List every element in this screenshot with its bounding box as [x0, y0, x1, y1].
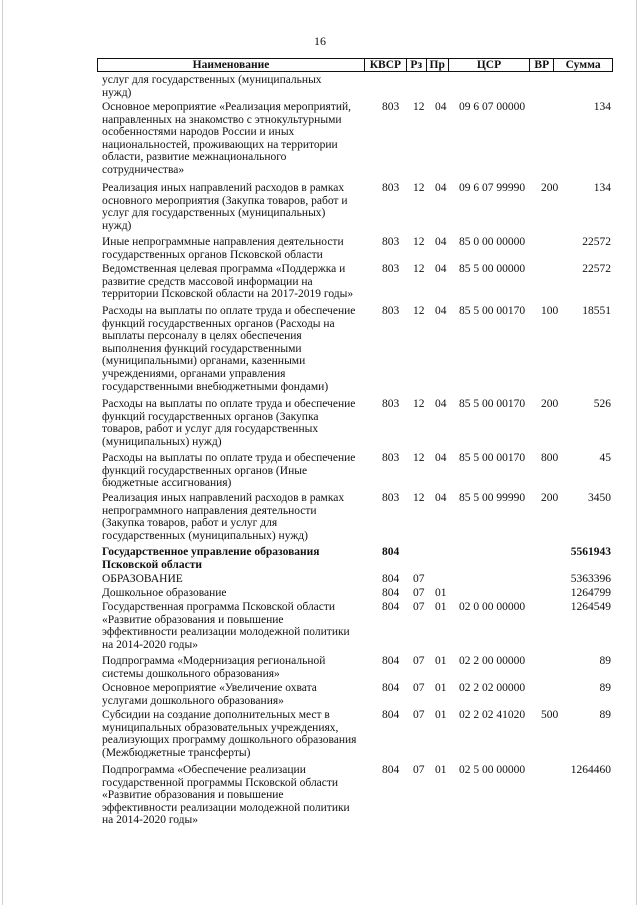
- row-name-line: Государственная программа Псковской области: [102, 601, 336, 613]
- row-vr: 200: [541, 182, 559, 194]
- col-header-kvsr: КВСР: [365, 59, 407, 71]
- row-kvsr: 803: [382, 398, 400, 410]
- row-kvsr: 804: [382, 655, 400, 667]
- row-rz: 07: [413, 764, 425, 776]
- row-sum: 22572: [582, 236, 611, 248]
- row-kvsr: 804: [382, 601, 400, 613]
- row-name-line: товаров, работ и услуг для государственных: [102, 423, 319, 436]
- row-pr: 04: [435, 263, 447, 275]
- row-sum: 22572: [582, 263, 611, 275]
- row-name-line: Расходы на выплаты по оплате труда и обеспечение: [102, 452, 356, 464]
- row-name-line: государственных органов Псковской области: [102, 248, 323, 261]
- row-name-line: «Развитие образования и повышение: [102, 613, 284, 626]
- row-name-line: Основное мероприятие «Реализация мероприятий,: [102, 101, 352, 113]
- row-name-line: Реализация иных направлений расходов в рамках: [102, 182, 345, 194]
- row-kvsr: 803: [382, 452, 400, 464]
- row-kvsr: 803: [382, 182, 400, 194]
- row-name-line: эффективности реализации молодежной политики: [102, 626, 350, 639]
- row-kvsr: 804: [382, 546, 400, 558]
- row-name: [102, 101, 372, 177]
- row-sum: 5363396: [570, 573, 611, 585]
- row-name-line: Расходы на выплаты по оплате труда и обеспечение: [102, 398, 356, 410]
- row-name: [102, 546, 372, 571]
- row-name-line: реализующих программу дошкольного образования: [102, 734, 357, 747]
- row-csr: 09 6 07 00000: [459, 101, 526, 113]
- row-sum: 5561943: [570, 546, 611, 558]
- row-name-line: непрограммного направления деятельности: [102, 504, 317, 517]
- row-pr: 04: [435, 182, 447, 194]
- row-pr: 04: [435, 492, 447, 504]
- row-name: [102, 305, 372, 393]
- row-name-line: основного мероприятия (Закупка товаров, работ и: [102, 194, 348, 207]
- row-csr: 85 5 00 99990: [459, 492, 526, 504]
- row-name-line: учреждениями, органами управления: [102, 367, 286, 380]
- col-header-name: Наименование: [98, 59, 365, 71]
- row-vr: 200: [541, 492, 559, 504]
- row-name: [102, 182, 372, 232]
- row-kvsr: 803: [382, 236, 400, 248]
- row-pr: 04: [435, 101, 447, 113]
- row-name-line: (муниципальными) органами, казенными: [102, 355, 306, 368]
- row-name: [102, 236, 372, 261]
- row-name-line: функций государственных органов (Расходы на: [102, 317, 335, 330]
- row-pr: 01: [435, 764, 447, 776]
- row-pr: 04: [435, 398, 447, 410]
- row-name-line: эффективности реализации молодежной политики: [102, 801, 350, 814]
- row-sum: 526: [593, 398, 611, 410]
- row-csr: 02 2 02 41020: [459, 709, 526, 721]
- row-rz: 07: [413, 655, 425, 667]
- row-sum: 18551: [582, 305, 611, 317]
- row-name-line: Субсидии на создание дополнительных мест в: [102, 709, 330, 721]
- row-name: [102, 587, 372, 600]
- row-rz: 12: [413, 492, 425, 504]
- row-kvsr: 804: [382, 587, 400, 599]
- row-rz: 12: [413, 398, 425, 410]
- row-name: [102, 573, 372, 586]
- row-name-line: функций государственных органов (Иные: [102, 464, 308, 477]
- row-csr: 85 5 00 00170: [459, 305, 526, 317]
- row-name-line: (муниципальных) нужд): [102, 435, 222, 448]
- row-rz: 12: [413, 101, 425, 113]
- row-name-line: Расходы на выплаты по оплате труда и обеспечение: [102, 305, 356, 317]
- row-sum: 89: [599, 682, 611, 694]
- row-name-line: на 2014-2020 годы»: [102, 638, 199, 651]
- row-name: [102, 263, 372, 301]
- row-rz: 07: [413, 682, 425, 694]
- row-rz: 12: [413, 305, 425, 317]
- row-name: [102, 74, 372, 99]
- row-name: [102, 764, 372, 827]
- row-sum: 1264460: [570, 764, 611, 776]
- row-rz: 12: [413, 263, 425, 275]
- row-sum: 134: [593, 182, 611, 194]
- row-sum: 3450: [588, 492, 611, 504]
- row-name-line: территории Псковской области на 2017-2019 годы»: [102, 288, 354, 301]
- row-rz: 12: [413, 182, 425, 194]
- row-name-line: выполнения функций государственными: [102, 342, 302, 355]
- col-header-pr: Пр: [427, 59, 449, 71]
- row-name-line: Подпрограмма «Обеспечение реализации: [102, 764, 306, 776]
- row-kvsr: 804: [382, 573, 400, 585]
- row-name-line: государственными внебюджетными фондами): [102, 380, 329, 393]
- row-sum: 1264549: [570, 601, 611, 613]
- scan-edge-right: [636, 0, 637, 905]
- col-header-vr: ВР: [530, 59, 554, 71]
- row-name-line: Иные непрограммные направления деятельности: [102, 236, 344, 248]
- row-pr: 04: [435, 236, 447, 248]
- row-sum: 89: [599, 655, 611, 667]
- row-pr: 04: [435, 452, 447, 464]
- row-name-line: нужд): [102, 219, 132, 232]
- row-name-line: услуг для государственных (муниципальных): [102, 207, 326, 220]
- row-name-line: сотрудничества»: [102, 163, 185, 176]
- row-name-line: услуг для государственных (муниципальных: [102, 74, 322, 86]
- row-vr: 500: [541, 709, 559, 721]
- row-name: [102, 601, 372, 651]
- row-pr: 01: [435, 709, 447, 721]
- row-name-line: муниципальных образовательных учреждениях,: [102, 721, 339, 734]
- row-pr: 01: [435, 601, 447, 613]
- row-kvsr: 804: [382, 709, 400, 721]
- row-name-line: «Развитие образования и повышение: [102, 789, 284, 802]
- row-name-line: Дошкольное образование: [102, 587, 227, 599]
- row-csr: 85 5 00 00170: [459, 398, 526, 410]
- row-vr: 200: [541, 398, 559, 410]
- row-name-line: Государственное управление образования: [102, 546, 320, 558]
- row-name-line: (Закупка товаров, работ и услуг для: [102, 517, 278, 530]
- row-sum: 1264799: [570, 587, 611, 599]
- row-name-line: системы дошкольного образования»: [102, 667, 280, 680]
- row-name-line: государственной программы Псковской области: [102, 776, 339, 789]
- row-csr: 85 5 00 00170: [459, 452, 526, 464]
- row-pr: 01: [435, 655, 447, 667]
- row-name-line: развитие средств массовой информации на: [102, 275, 313, 288]
- row-sum: 45: [599, 452, 611, 464]
- row-rz: 12: [413, 236, 425, 248]
- row-vr: 100: [541, 305, 559, 317]
- row-name-line: ОБРАЗОВАНИЕ: [102, 573, 183, 585]
- row-pr: 01: [435, 587, 447, 599]
- row-sum: 89: [599, 709, 611, 721]
- row-kvsr: 803: [382, 305, 400, 317]
- row-pr: 04: [435, 305, 447, 317]
- page-number: 16: [314, 34, 326, 48]
- row-kvsr: 804: [382, 682, 400, 694]
- row-kvsr: 803: [382, 101, 400, 113]
- row-name: [102, 655, 372, 680]
- row-rz: 07: [413, 587, 425, 599]
- row-pr: 01: [435, 682, 447, 694]
- row-csr: 02 5 00 00000: [459, 764, 526, 776]
- row-csr: 85 5 00 00000: [459, 263, 526, 275]
- row-name: [102, 452, 372, 490]
- row-name-line: услугами дошкольного образования»: [102, 694, 284, 707]
- row-name: [102, 398, 372, 448]
- row-name-line: Подпрограмма «Модернизация региональной: [102, 655, 326, 667]
- row-name: [102, 682, 372, 707]
- row-rz: 07: [413, 709, 425, 721]
- row-name-line: особенностями народов России и иных: [102, 126, 295, 139]
- table-header: [97, 58, 613, 72]
- row-name-line: (Межбюджетные трансферты): [102, 746, 251, 759]
- row-csr: 02 0 00 00000: [459, 601, 526, 613]
- col-header-sum: Сумма: [565, 59, 601, 71]
- row-csr: 02 2 00 00000: [459, 655, 526, 667]
- row-csr: 09 6 07 99990: [459, 182, 526, 194]
- row-csr: 02 2 02 00000: [459, 682, 526, 694]
- row-name-line: выплаты персоналу в целях обеспечения: [102, 330, 302, 343]
- row-name-line: бюджетные ассигнования): [102, 477, 232, 490]
- row-name: [102, 492, 372, 542]
- col-header-csr: ЦСР: [449, 59, 531, 71]
- row-name-line: Псковской области: [102, 558, 202, 571]
- row-name-line: на 2014-2020 годы»: [102, 814, 199, 827]
- row-name-line: Ведомственная целевая программа «Поддержка и: [102, 263, 346, 275]
- scan-edge-left: [2, 0, 3, 905]
- row-kvsr: 804: [382, 764, 400, 776]
- row-name-line: области, развитие межнационального: [102, 151, 287, 164]
- col-header-rz: Рз: [407, 59, 427, 71]
- row-name-line: государственных (муниципальных) нужд): [102, 529, 308, 542]
- row-kvsr: 803: [382, 492, 400, 504]
- row-vr: 800: [541, 452, 559, 464]
- row-rz: 07: [413, 573, 425, 585]
- row-name-line: Реализация иных направлений расходов в рамках: [102, 492, 345, 504]
- row-name-line: Основное мероприятие «Увеличение охвата: [102, 682, 317, 694]
- row-sum: 134: [593, 101, 611, 113]
- row-csr: 85 0 00 00000: [459, 236, 526, 248]
- row-name-line: нужд): [102, 86, 132, 99]
- row-name-line: национальностей, проживающих на территории: [102, 138, 338, 151]
- row-kvsr: 803: [382, 263, 400, 275]
- row-name-line: направленных на знакомство с этнокультурными: [102, 113, 342, 126]
- row-rz: 12: [413, 452, 425, 464]
- row-name: [102, 709, 372, 759]
- row-name-line: функций государственных органов (Закупка: [102, 410, 319, 423]
- row-rz: 07: [413, 601, 425, 613]
